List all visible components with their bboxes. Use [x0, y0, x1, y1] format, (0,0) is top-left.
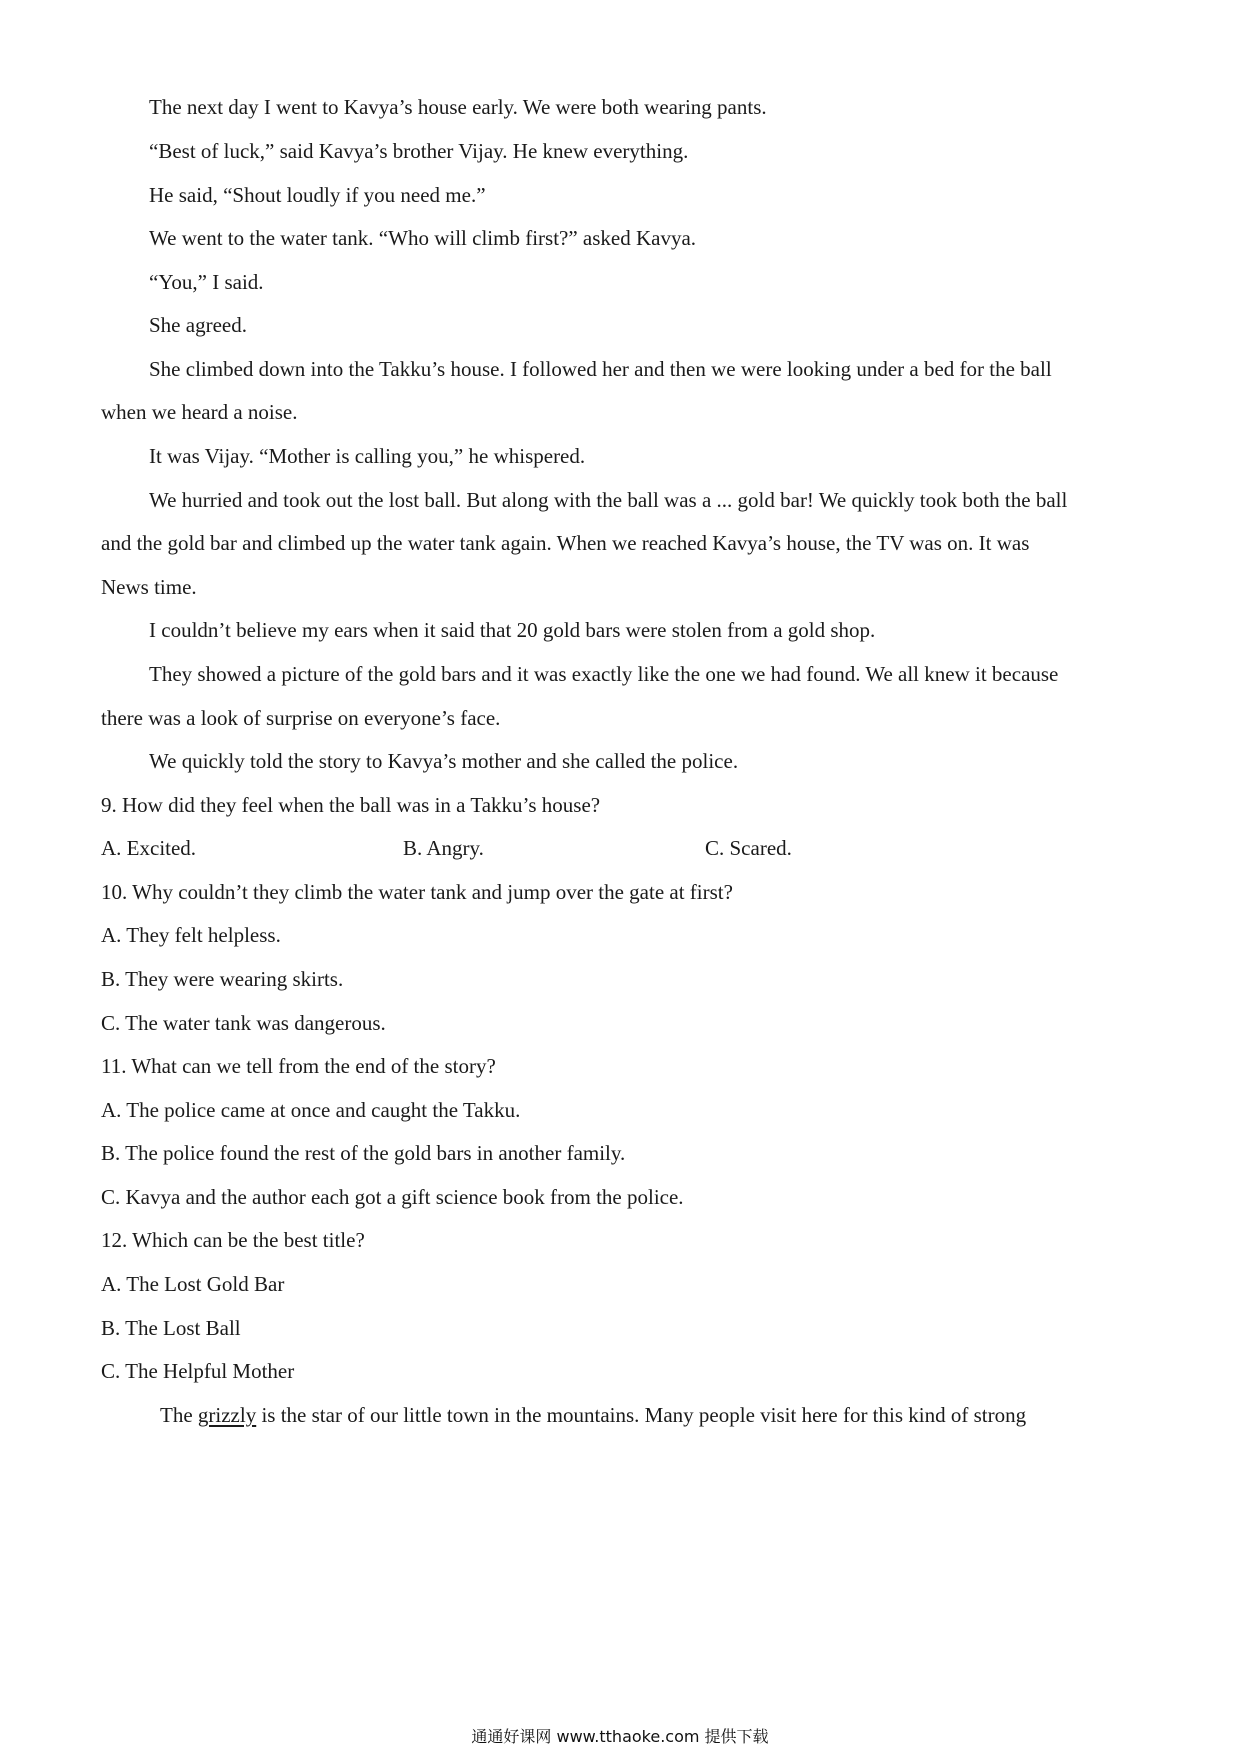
question-10-option-a: A. They felt helpless.	[101, 923, 281, 947]
question-11-stem: 11. What can we tell from the end of the story?	[101, 1054, 496, 1078]
story-line: “Best of luck,” said Kavya’s brother Vijay. He knew everything.	[149, 139, 689, 163]
story-line: “You,” I said.	[149, 270, 264, 294]
next-passage-text-after: is the star of our little town in the mountains. Many people visit here for this kind of strong	[256, 1403, 1027, 1427]
question-12-option-c: C. The Helpful Mother	[101, 1359, 295, 1383]
story-line: We hurried and took out the lost ball. But along with the ball was a ... gold bar! We quickly took both the ball	[149, 488, 1068, 512]
question-11-option-b: B. The police found the rest of the gold bars in another family.	[101, 1141, 626, 1165]
question-9-option-b: B. Angry.	[403, 836, 484, 860]
question-9-option-c: C. Scared.	[705, 836, 792, 860]
question-11-option-c: C. Kavya and the author each got a gift science book from the police.	[101, 1185, 684, 1209]
question-10-stem: 10. Why couldn’t they climb the water tank and jump over the gate at first?	[101, 880, 733, 904]
next-passage-line	[160, 1401, 1026, 1429]
question-10-option-b: B. They were wearing skirts.	[101, 967, 344, 991]
story-line: I couldn’t believe my ears when it said that 20 gold bars were stolen from a gold shop.	[149, 618, 876, 642]
question-11-option-a: A. The police came at once and caught the Takku.	[101, 1098, 521, 1122]
story-line: when we heard a noise.	[101, 400, 298, 424]
story-line: there was a look of surprise on everyone’s face.	[101, 706, 501, 730]
question-12-option-b: B. The Lost Ball	[101, 1316, 241, 1340]
story-line: We quickly told the story to Kavya’s mother and she called the police.	[149, 749, 739, 773]
story-line: We went to the water tank. “Who will climb first?” asked Kavya.	[149, 226, 697, 250]
question-12-stem: 12. Which can be the best title?	[101, 1228, 365, 1252]
question-10-option-c: C. The water tank was dangerous.	[101, 1011, 386, 1035]
story-line: She agreed.	[149, 313, 247, 337]
story-line: They showed a picture of the gold bars and it was exactly like the one we had found. We all knew it because	[149, 662, 1059, 686]
next-passage-text-before: The	[160, 1403, 198, 1427]
underlined-word: grizzly	[197, 1403, 257, 1427]
question-9-stem: 9. How did they feel when the ball was in a Takku’s house?	[101, 793, 601, 817]
page-footer: 通通好课网 www.tthaoke.com 提供下载	[471, 1727, 769, 1746]
story-line: It was Vijay. “Mother is calling you,” he whispered.	[149, 444, 586, 468]
question-12-option-a: A. The Lost Gold Bar	[101, 1272, 285, 1296]
question-9-option-a: A. Excited.	[101, 836, 197, 860]
story-line: News time.	[101, 575, 197, 599]
story-line: He said, “Shout loudly if you need me.”	[149, 183, 486, 207]
story-line: The next day I went to Kavya’s house early. We were both wearing pants.	[149, 95, 767, 119]
story-line: and the gold bar and climbed up the water tank again. When we reached Kavya’s house, the TV was on. It was	[101, 531, 1030, 555]
story-line: She climbed down into the Takku’s house. I followed her and then we were looking under a bed for the ball	[149, 357, 1052, 381]
